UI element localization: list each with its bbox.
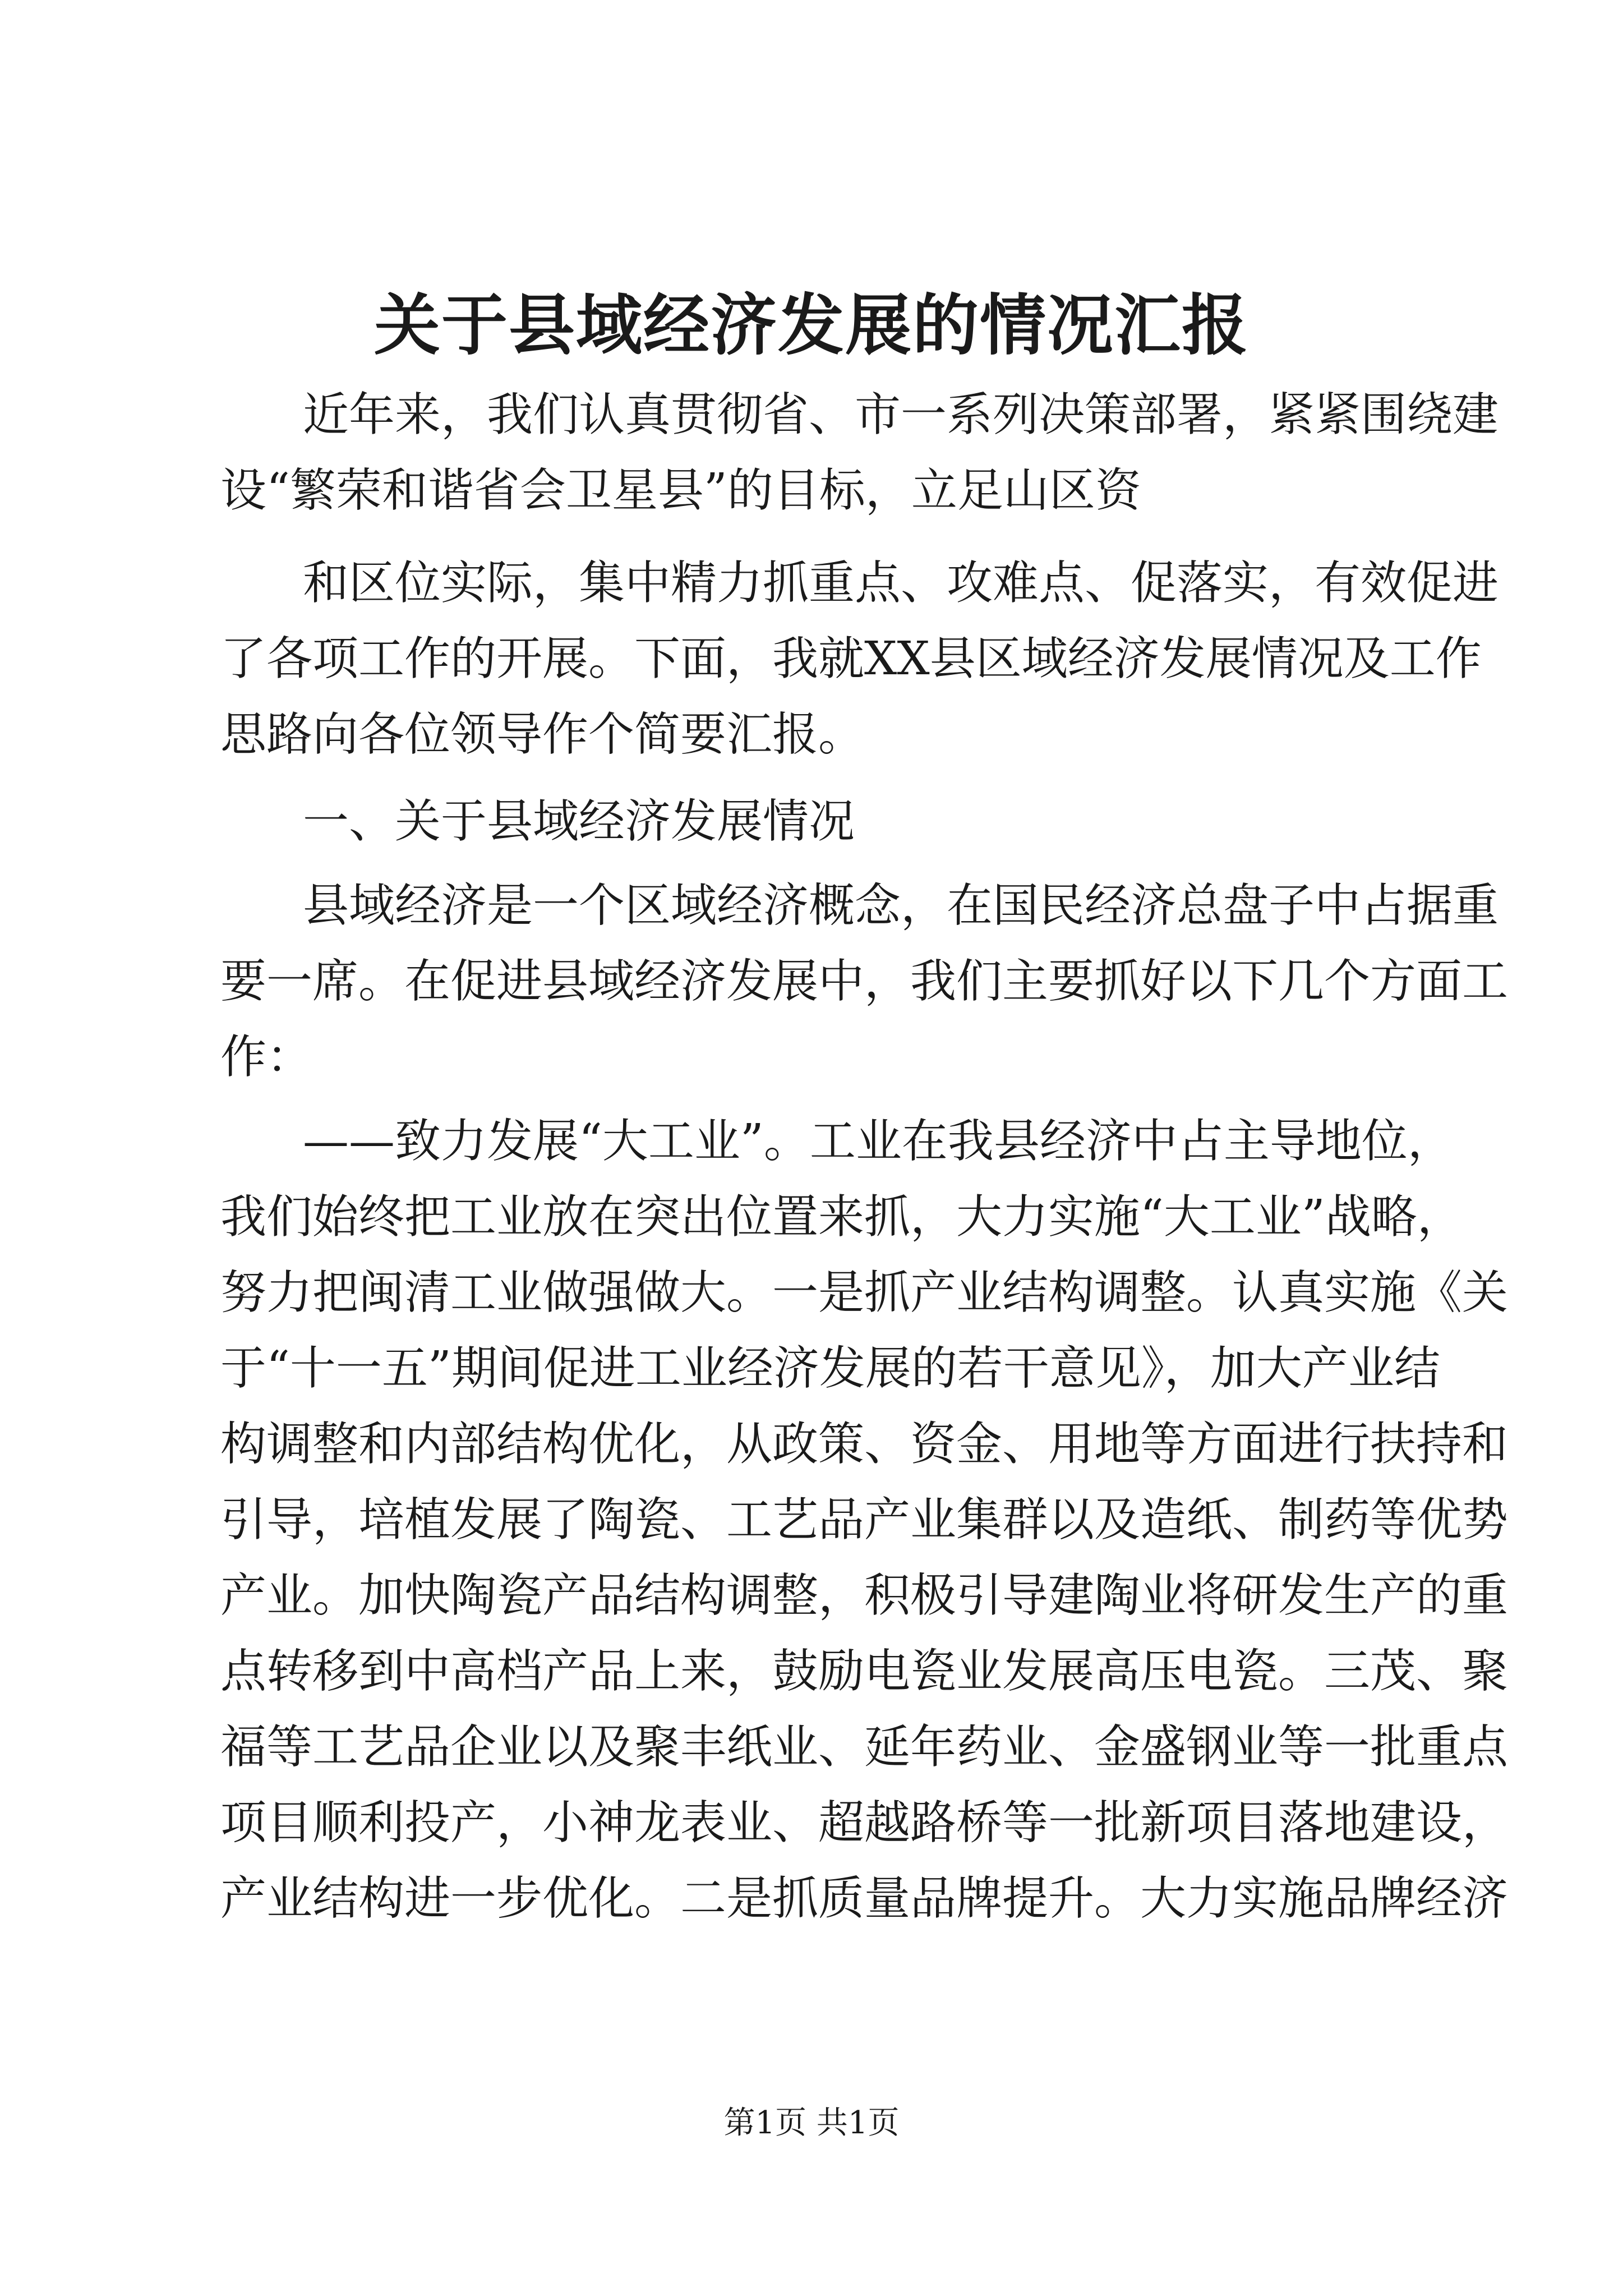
- paragraph-line: 设“繁荣和谐省会卫星县”的目标，立足山区资: [220, 464, 1141, 517]
- paragraph-line: 福等工艺品企业以及聚丰纸业、延年药业、金盛钢业等一批重点: [220, 1720, 1509, 1774]
- paragraph-line: 项目顺利投产，小神龙表业、超越路桥等一批新项目落地建设，: [220, 1796, 1509, 1849]
- paragraph-line: 产业结构进一步优化。二是抓质量品牌提升。大力实施品牌经济: [220, 1872, 1509, 1925]
- paragraph-line: 于“十一五”期间促进工业经济发展的若干意见》，加大产业结: [220, 1342, 1440, 1395]
- paragraph-line: 近年来，我们认真贯彻省、市一系列决策部署，紧紧围绕建: [303, 388, 1499, 441]
- paragraph-line: 我们始终把工业放在突出位置来抓，大力实施“大工业”战略，: [220, 1190, 1463, 1244]
- paragraph-line: 作：: [220, 1030, 313, 1084]
- paragraph-line: 产业。加快陶瓷产品结构调整，积极引导建陶业将研发生产的重: [220, 1569, 1509, 1622]
- paragraph-line: 引导，培植发展了陶瓷、工艺品产业集群以及造纸、制药等优势: [220, 1493, 1509, 1547]
- paragraph-line: 要一席。在促进县域经济发展中，我们主要抓好以下几个方面工: [220, 955, 1509, 1008]
- paragraph-line: 努力把闽清工业做强做大。一是抓产业结构调整。认真实施《关: [220, 1266, 1509, 1319]
- paragraph-line: 构调整和内部结构优化，从政策、资金、用地等方面进行扶持和: [220, 1418, 1509, 1471]
- paragraph-line: 点转移到中高档产品上来，鼓励电瓷业发展高压电瓷。三茂、聚: [220, 1645, 1509, 1698]
- paragraph-line: 县域经济是一个区域经济概念，在国民经济总盘子中占据重: [303, 879, 1499, 932]
- paragraph-line: 了各项工作的开展。下面，我就XX县区域经济发展情况及工作: [220, 632, 1482, 685]
- section-heading: 一、关于县域经济发展情况: [303, 795, 855, 848]
- page-title: 关于县域经济发展的情况汇报: [374, 286, 1249, 364]
- paragraph-line: 思路向各位领导作个简要汇报。: [220, 708, 865, 761]
- paragraph-line: ——致力发展“大工业”。工业在我县经济中占主导地位，: [303, 1115, 1454, 1168]
- paragraph-line: 和区位实际，集中精力抓重点、攻难点、促落实，有效促进: [303, 556, 1499, 610]
- page-footer: 第1页 共1页: [723, 2105, 900, 2141]
